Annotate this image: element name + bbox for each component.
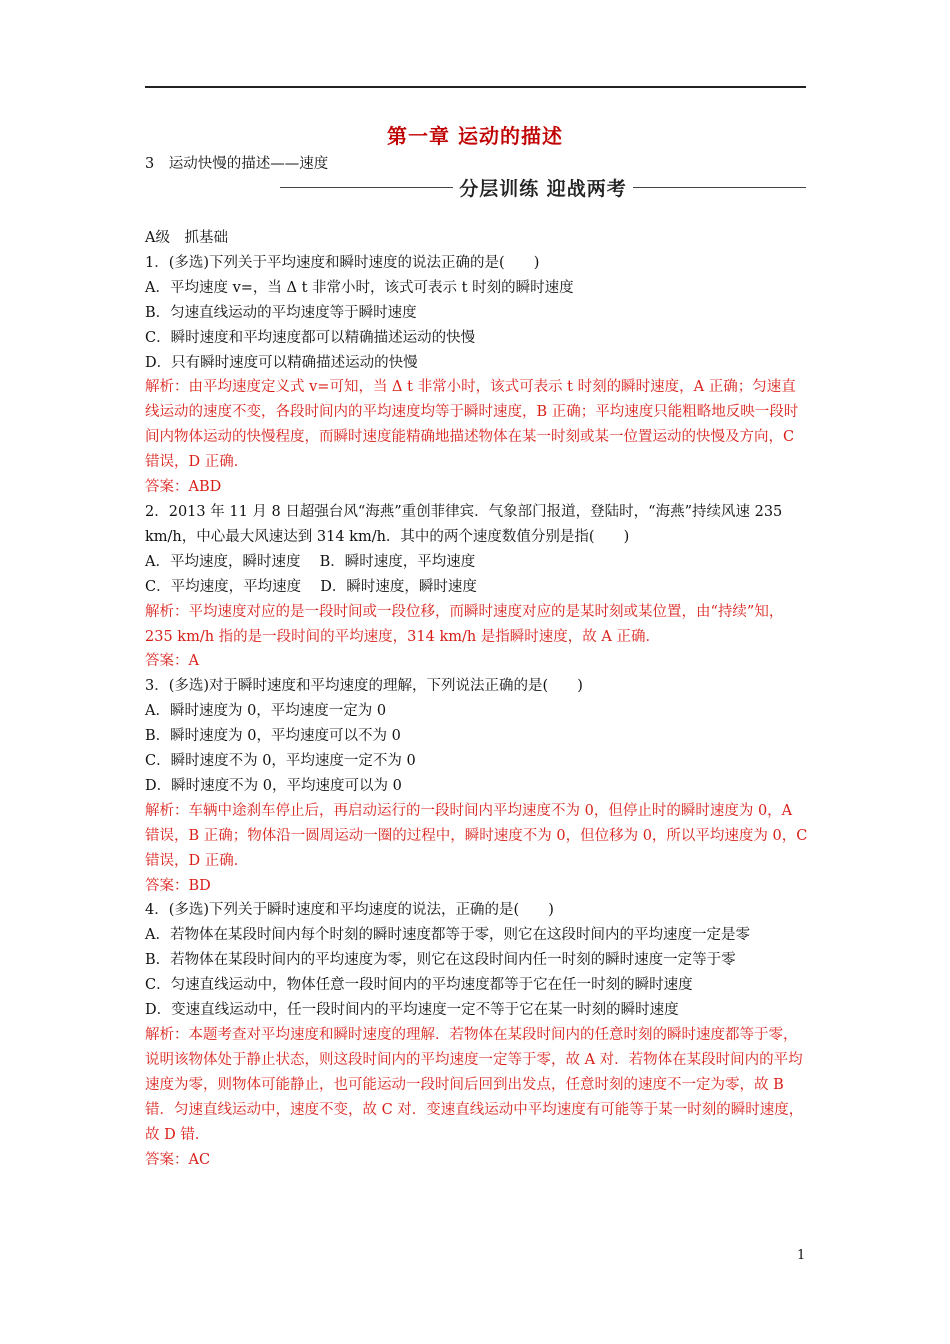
option-c: C．瞬时速度不为 0，平均速度一定不为 0 — [145, 753, 416, 770]
question-2 — [145, 500, 810, 674]
banner-line-right — [633, 187, 806, 188]
option-d: D．变速直线运动中，任一段时间内的平均速度一定不等于它在某一时刻的瞬时速度 — [145, 1002, 679, 1019]
banner-line-left — [280, 187, 453, 188]
level-heading: A级 抓基础 — [145, 230, 228, 246]
option-b: B．若物体在某段时间内的平均速度为零，则它在这段时间内任一时刻的瞬时速度一定等于零 — [145, 952, 736, 969]
header-rule — [145, 86, 806, 88]
section-title: 3 运动快慢的描述——速度 — [145, 156, 329, 172]
question-stem: 4．(多选)下列关于瞬时速度和平均速度的说法，正确的是( ) — [145, 902, 554, 919]
banner — [280, 173, 806, 201]
chapter-title: 第一章 运动的描述 — [387, 124, 563, 148]
option-c: C．瞬时速度和平均速度都可以精确描述运动的快慢 — [145, 329, 476, 346]
analysis: 解析：平均速度对应的是一段时间或一段位移，而瞬时速度对应的是某时刻或某位置，由“持续”知，235 km/h 指的是一段时间的平均速度，314 km/h 是指瞬时速度，故 A 正确． — [145, 603, 784, 645]
option-a: A．若物体在某段时间内每个时刻的瞬时速度都等于零，则它在这段时间内的平均速度一定是零 — [145, 927, 750, 944]
option-b: B．匀速直线运动的平均速度等于瞬时速度 — [145, 304, 417, 321]
option-c: C．匀速直线运动中，物体任意一段时间内的平均速度都等于它在任一时刻的瞬时速度 — [145, 977, 693, 994]
option-ab: A．平均速度，瞬时速度 B．瞬时速度，平均速度 — [145, 553, 476, 570]
option-d: D．只有瞬时速度可以精确描述运动的快慢 — [145, 354, 418, 371]
question-stem: 1．(多选)下列关于平均速度和瞬时速度的说法正确的是( ) — [145, 254, 540, 271]
analysis: 解析：本题考查对平均速度和瞬时速度的理解．若物体在某段时间内的任意时刻的瞬时速度都等于零，说明该物体处于静止状态，则这段时间内的平均速度一定等于零，故 A 对．若物体在某段时间内的平均速度为零，则物体可能静止，也可能运动一段时间后回到出发点，任意时刻的速度不一定为零，故 B 错．匀速直线运动中，速度不变，故 C 对．变速直线运动中平均速度有可能等于某一时刻的瞬时速度，故 D 错． — [145, 1027, 804, 1143]
option-cd: C．平均速度，平均速度 D．瞬时速度，瞬时速度 — [145, 578, 477, 595]
document-body — [145, 226, 810, 1172]
analysis: 解析：车辆中途刹车停止后，再启动运行的一段时间内平均速度不为 0，但停止时的瞬时速度为 0，A 错误，B 正确；物体沿一圆周运动一圈的过程中，瞬时速度不为 0，但位移为 0，所以平均速度为 0，C 错误，D 正确． — [145, 802, 808, 869]
question-1 — [145, 251, 810, 500]
question-stem: 2．2013 年 11 月 8 日超强台风“海燕”重创菲律宾．气象部门报道，登陆时，“海燕”持续风速 235 km/h，中心最大风速达到 314 km/h．其中的两个速度数值分别是指( ) — [145, 503, 783, 545]
option-a: A．平均速度 v=，当 Δ t 非常小时，该式可表示 t 时刻的瞬时速度 — [145, 279, 574, 296]
page-number: 1 — [797, 1248, 806, 1263]
question-stem: 3．(多选)对于瞬时速度和平均速度的理解，下列说法正确的是( ) — [145, 678, 583, 695]
answer: 答案：BD — [145, 877, 211, 894]
question-3 — [145, 674, 810, 898]
answer: 答案：A — [145, 653, 199, 670]
option-a: A．瞬时速度为 0，平均速度一定为 0 — [145, 703, 387, 720]
answer: 答案：AC — [145, 1151, 211, 1168]
banner-text: 分层训练 迎战两考 — [459, 177, 627, 200]
analysis: 解析：由平均速度定义式 v=可知，当 Δ t 非常小时，该式可表示 t 时刻的瞬时速度，A 正确；匀速直线运动的速度不变，各段时间内的平均速度均等于瞬时速度，B 正确；平均速度只能粗略地反映一段时间内物体运动的快慢程度，而瞬时速度能精确地描述物体在某一时刻或某一位置运动的快慢及方向，C 错误，D 正确． — [145, 379, 799, 471]
question-4 — [145, 898, 810, 1172]
option-b: B．瞬时速度为 0，平均速度可以不为 0 — [145, 728, 401, 745]
answer: 答案：ABD — [145, 479, 222, 496]
option-d: D．瞬时速度不为 0，平均速度可以为 0 — [145, 777, 402, 794]
